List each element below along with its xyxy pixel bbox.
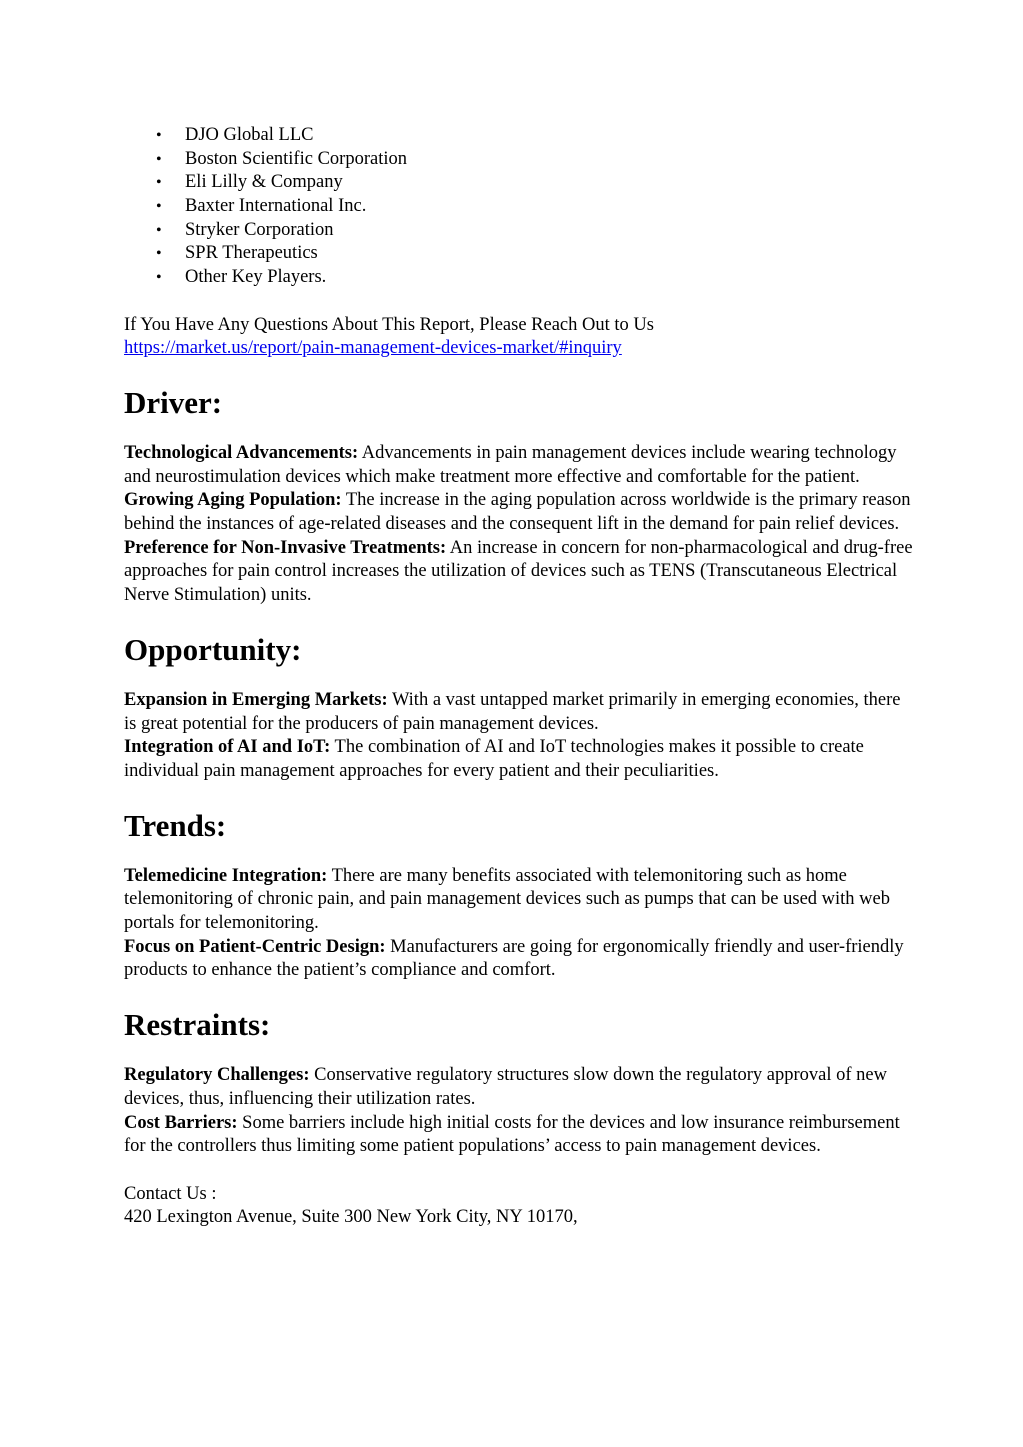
paragraph [124, 442, 914, 489]
list-item [124, 124, 914, 148]
item-text: Advancements in pain management devices include wearing technology and neurostimulation devices which make treatment more effective and comfortable for the patient. [124, 442, 897, 487]
bullet-icon: • [156, 221, 162, 239]
bullet-icon: • [156, 150, 162, 168]
paragraph [124, 736, 914, 783]
section-driver [124, 442, 914, 608]
document-page [124, 124, 914, 1230]
contact-address: 420 Lexington Avenue, Suite 300 New York City, NY 10170, [124, 1207, 578, 1228]
item-text: Some barriers include high initial costs for the devices and low insurance reimbursement for the controllers thus limiting some patient populations’ access to pain management devices. [124, 1112, 900, 1157]
item-label: Integration of AI and IoT: [124, 737, 331, 758]
list-item [124, 171, 914, 195]
section-heading-driver: Driver: [124, 384, 223, 420]
section-restraints [124, 1064, 914, 1159]
bullet-icon: • [156, 245, 162, 263]
item-label: Preference for Non-Invasive Treatments: [124, 537, 447, 558]
player-name: Baxter International Inc. [185, 196, 367, 217]
key-players-list [124, 124, 914, 290]
bullet-icon: • [156, 269, 162, 287]
item-label: Technological Advancements: [124, 442, 359, 463]
player-name: DJO Global LLC [185, 125, 314, 145]
list-item [124, 219, 914, 243]
item-label: Telemedicine Integration: [124, 865, 328, 886]
list-item [124, 266, 914, 290]
bullet-icon: • [156, 127, 162, 144]
player-name: SPR Therapeutics [185, 243, 318, 264]
item-text: An increase in concern for non-pharmacological and drug-free approaches for pain control increases the utilization of devices such as TENS (Transcutaneous Electrical Nerve Stimulation) units. [124, 537, 913, 606]
bullet-icon: • [156, 174, 162, 192]
list-item [124, 195, 914, 219]
item-label: Growing Aging Population: [124, 490, 342, 511]
item-text: Manufacturers are going for ergonomically friendly and user-friendly products to enhance the patient’s compliance and comfort. [124, 936, 904, 981]
list-item [124, 148, 914, 172]
bullet-icon: • [156, 198, 162, 216]
item-text: There are many benefits associated with telemonitoring such as home telemonitoring of chronic pain, and pain management devices such as pumps that can be used with web portals for telemonitoring. [124, 865, 890, 934]
section-heading-restraints: Restraints: [124, 1007, 271, 1043]
inquiry-link[interactable]: https://market.us/report/pain-management-devices-market/#inquiry [124, 338, 622, 359]
section-opportunity [124, 689, 914, 784]
section-trends [124, 865, 914, 984]
contact-label: Contact Us : [124, 1183, 217, 1204]
contact-block [124, 1183, 914, 1230]
section-heading-trends: Trends: [124, 807, 227, 843]
item-label: Focus on Patient-Centric Design: [124, 936, 386, 957]
item-text: With a vast untapped market primarily in emerging economies, there is great potential for the producers of pain management devices. [124, 689, 901, 734]
item-label: Regulatory Challenges: [124, 1065, 310, 1086]
paragraph [124, 689, 914, 736]
inquiry-text: If You Have Any Questions About This Report, Please Reach Out to Us [124, 314, 654, 335]
paragraph [124, 1112, 914, 1159]
player-name: Stryker Corporation [185, 219, 334, 240]
item-text: The combination of AI and IoT technologies makes it possible to create individual pain management approaches for every patient and their peculiarities. [124, 737, 864, 781]
paragraph [124, 865, 914, 936]
list-item [124, 242, 914, 266]
section-heading-opportunity: Opportunity: [124, 631, 302, 667]
player-name: Other Key Players. [185, 267, 327, 288]
paragraph [124, 936, 914, 983]
paragraph [124, 1064, 914, 1111]
inquiry-block [124, 314, 914, 361]
item-text: The increase in the aging population across worldwide is the primary reason behind the instances of age-related diseases and the consequent lift in the demand for pain relief devices. [124, 490, 911, 535]
paragraph [124, 537, 914, 608]
item-text: Conservative regulatory structures slow down the regulatory approval of new devices, thus, influencing their utilization rates. [124, 1065, 887, 1109]
paragraph [124, 489, 914, 536]
player-name: Boston Scientific Corporation [185, 148, 407, 169]
item-label: Cost Barriers: [124, 1112, 238, 1133]
player-name: Eli Lilly & Company [185, 172, 343, 193]
item-label: Expansion in Emerging Markets: [124, 689, 388, 710]
